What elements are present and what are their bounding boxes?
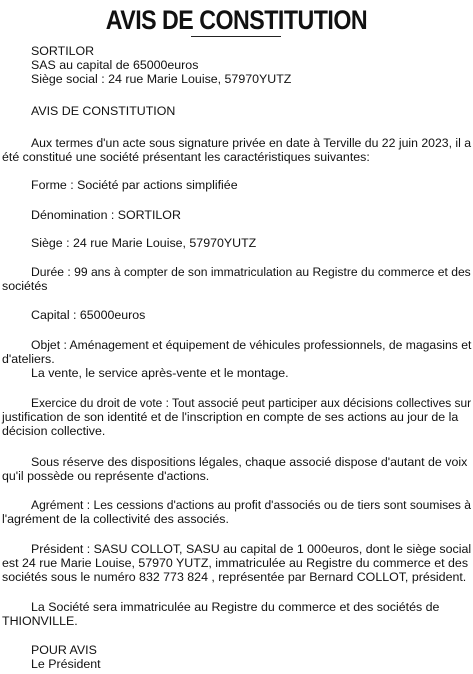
vote-line-2: justification de son identité et de l'inscription en compte de ses actions au jour de la <box>2 410 459 424</box>
title-underline <box>191 36 281 37</box>
objet-line-3: La vente, le service après-vente et le montage. <box>31 366 289 380</box>
company-name: SORTILOR <box>31 44 95 58</box>
company-siege: Siège social : 24 rue Marie Louise, 57970YUTZ <box>31 72 292 86</box>
agrement-line-1: Agrément : Les cessions d'actions au profit d'associés ou de tiers sont soumises à <box>31 498 472 512</box>
duree-line-2: sociétés <box>2 279 48 293</box>
reserve-line-2: qu'il possède ou représente d'actions. <box>2 469 210 483</box>
capital-line: Capital : 65000euros <box>31 308 146 322</box>
reserve-line-1: Sous réserve des dispositions légales, chaque associé dispose d'autant de voix <box>31 455 468 469</box>
intro-line-1: Aux termes d'un acte sous signature privée en date à Terville du 22 juin 2023, il a <box>31 136 472 150</box>
president-line-1: Président : SASU COLLOT, SASU au capital de 1 000euros, dont le siège social <box>31 542 472 556</box>
vote-line-3: décision collective. <box>2 424 106 438</box>
notice-subtitle: AVIS DE CONSTITUTION <box>31 104 176 118</box>
notice-title: AVIS DE CONSTITUTION <box>105 5 368 35</box>
siege-line: Siège : 24 rue Marie Louise, 57970YUTZ <box>31 236 257 250</box>
immatriculation-line-2: THIONVILLE. <box>2 614 78 628</box>
objet-line-2: d'ateliers. <box>2 352 55 366</box>
duree-line-1: Durée : 99 ans à compter de son immatriculation au Registre du commerce et des <box>31 265 471 279</box>
closing-pour-avis: POUR AVIS <box>31 643 97 657</box>
objet-line-1: Objet : Aménagement et équipement de véhicules professionnels, de magasins et <box>31 338 472 352</box>
vote-line-1: Exercice du droit de vote : Tout associé peut participer aux décisions collectives sur <box>31 396 472 410</box>
president-line-3: sociétés sous le numéro 832 773 824 , représentée par Bernard COLLOT, président. <box>2 570 467 584</box>
forme-line: Forme : Société par actions simplifiée <box>31 178 238 192</box>
closing-signatory: Le Président <box>31 657 101 671</box>
company-capital: SAS au capital de 65000euros <box>31 58 199 72</box>
immatriculation-line-1: La Société sera immatriculée au Registre du commerce et des sociétés de <box>31 600 440 614</box>
intro-line-2: été constitué une société présentant les caractéristiques suivantes: <box>2 150 370 164</box>
president-line-2: est 24 rue Marie Louise, 57970 YUTZ, immatriculée au Registre du commerce et des <box>2 556 469 570</box>
agrement-line-2: l'agrément de la collectivité des associés. <box>2 512 229 526</box>
denomination-line: Dénomination : SORTILOR <box>31 208 181 222</box>
